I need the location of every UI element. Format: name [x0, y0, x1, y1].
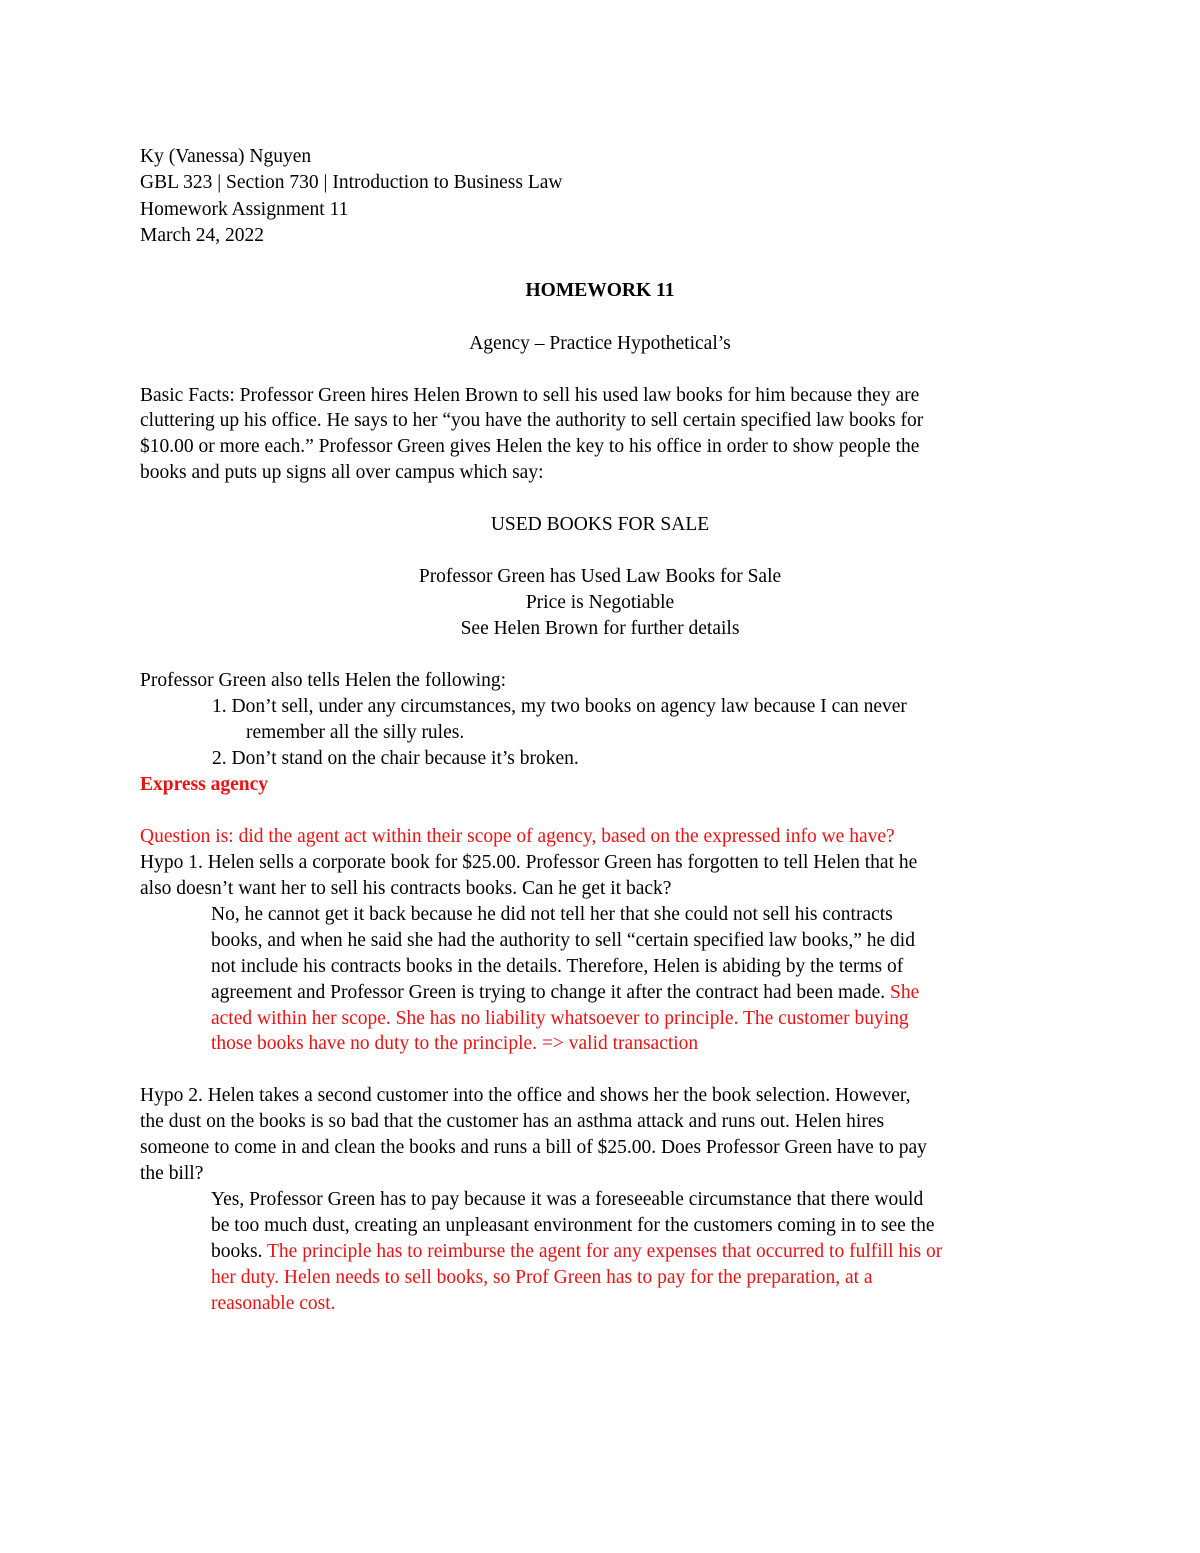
question-line: Question is: did the agent act within their scope of agency, based on the expressed info we have? — [140, 826, 895, 847]
assignment-name: Homework Assignment 11 — [140, 199, 349, 220]
hypo2-answer-text: books. — [211, 1241, 267, 1262]
document-title: HOMEWORK 11 — [525, 280, 675, 301]
sign-heading: USED BOOKS FOR SALE — [490, 514, 710, 535]
hypo2-annotation-line: her duty. Helen needs to sell books, so Prof Green has to pay for the preparation, at a — [211, 1267, 873, 1288]
hypo2-answer-line: Yes, Professor Green has to pay because it was a foreseeable circumstance that there would — [211, 1189, 924, 1210]
hypo1-answer-line: not include his contracts books in the details. Therefore, Helen is abiding by the terms of — [211, 956, 904, 977]
instruction-item: 2. Don’t stand on the chair because it’s broken. — [212, 748, 579, 769]
hypo1-annotation-line: those books have no duty to the principle. => valid transaction — [211, 1033, 699, 1054]
hypo1-answer-line: books, and when he said she had the authority to sell “certain specified law books,” he did — [211, 930, 915, 951]
hypo2-line: the dust on the books is so bad that the customer has an asthma attack and runs out. Helen hires — [140, 1111, 885, 1132]
hypo1-annotation-line: acted within her scope. She has no liability whatsoever to principle. The customer buying — [211, 1008, 909, 1029]
hypo2-line: Hypo 2. Helen takes a second customer into the office and shows her the book selection. However, — [140, 1085, 911, 1106]
hypo2-line: someone to come in and clean the books and runs a bill of $25.00. Does Professor Green have to pay — [140, 1137, 927, 1158]
course-info: GBL 323 | Section 730 | Introduction to Business Law — [140, 172, 563, 193]
hypo1-line: Hypo 1. Helen sells a corporate book for $25.00. Professor Green has forgotten to tell Helen that he — [140, 852, 918, 873]
instructions-intro: Professor Green also tells Helen the following: — [140, 670, 507, 691]
instruction-item: 1. Don’t sell, under any circumstances, my two books on agency law because I can never — [212, 696, 907, 717]
author-name: Ky (Vanessa) Nguyen — [140, 146, 312, 167]
hypo1-answer-line — [211, 980, 919, 1006]
basic-facts-line: $10.00 or more each.” Professor Green gives Helen the key to his office in order to show people the — [140, 436, 920, 457]
assignment-date: March 24, 2022 — [140, 225, 265, 246]
basic-facts-line: cluttering up his office. He says to her “you have the authority to sell certain specified law books for — [140, 410, 924, 431]
hypo1-answer-line: No, he cannot get it back because he did not tell her that she could not sell his contracts — [211, 904, 893, 925]
basic-facts-line: books and puts up signs all over campus which say: — [140, 462, 544, 483]
basic-facts-line: Basic Facts: Professor Green hires Helen Brown to sell his used law books for him because they are — [140, 385, 920, 406]
sign-line: Price is Negotiable — [525, 592, 675, 613]
hypo2-answer-line: be too much dust, creating an unpleasant environment for the customers coming in to see the — [211, 1215, 935, 1236]
sign-line: See Helen Brown for further details — [460, 618, 740, 639]
express-agency-heading: Express agency — [140, 774, 269, 795]
hypo1-annotation: She — [889, 982, 920, 1003]
hypo2-answer-line — [211, 1239, 942, 1265]
instruction-item-continued: remember all the silly rules. — [246, 722, 465, 743]
hypo2-annotation-line: reasonable cost. — [211, 1293, 336, 1314]
hypo2-annotation: The principle has to reimburse the agent for any expenses that occurred to fulfill his or — [267, 1241, 943, 1262]
sign-line: Professor Green has Used Law Books for Sale — [418, 566, 782, 587]
hypo1-line: also doesn’t want her to sell his contracts books. Can he get it back? — [140, 878, 672, 899]
hypo2-line: the bill? — [140, 1163, 204, 1184]
hypo1-answer-text: agreement and Professor Green is trying to change it after the contract had been made. — [211, 982, 890, 1003]
document-subtitle: Agency – Practice Hypothetical’s — [469, 333, 731, 354]
